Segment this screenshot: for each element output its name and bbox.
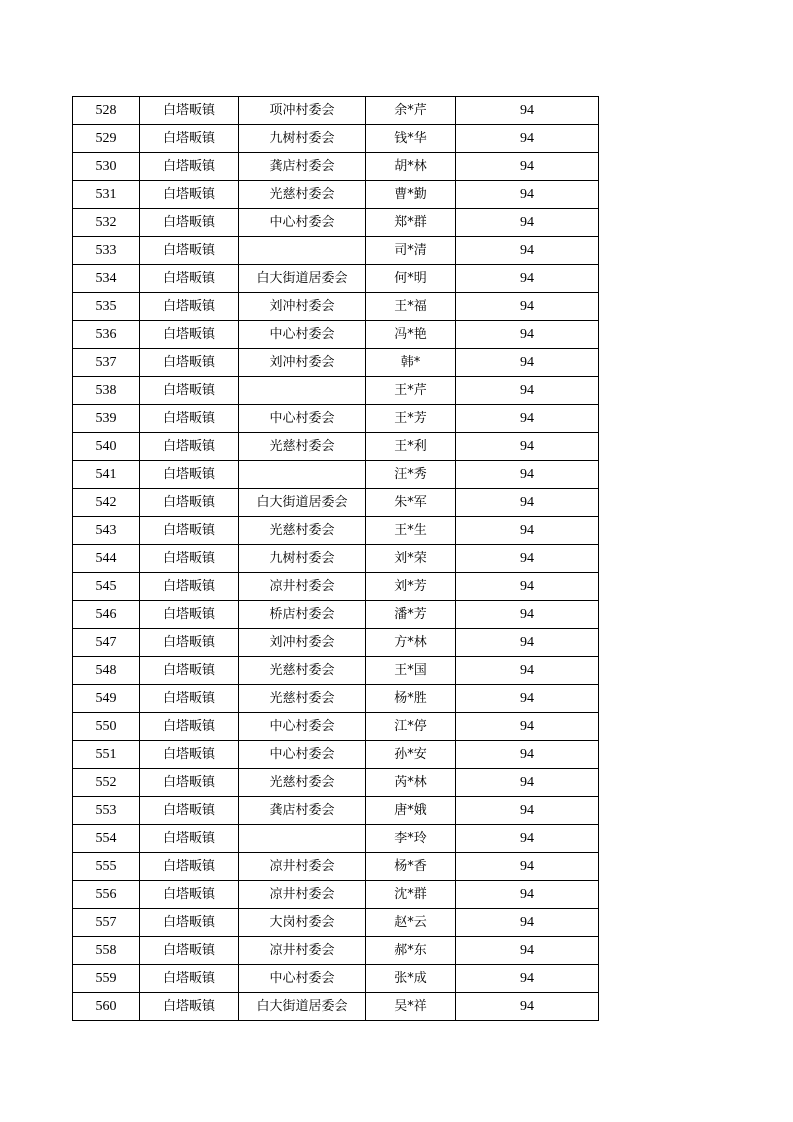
cell-score: 94: [456, 657, 599, 685]
cell-number: 558: [73, 937, 140, 965]
cell-community: [239, 461, 366, 489]
cell-score: 94: [456, 797, 599, 825]
cell-name: 李*玲: [366, 825, 456, 853]
cell-number: 544: [73, 545, 140, 573]
table-row: [73, 489, 599, 517]
cell-number: 556: [73, 881, 140, 909]
cell-community: 白大街道居委会: [239, 489, 366, 517]
table-body: [73, 97, 599, 1021]
cell-town: 白塔畈镇: [140, 209, 239, 237]
cell-number: 560: [73, 993, 140, 1021]
cell-community: 九树村委会: [239, 125, 366, 153]
cell-number: 535: [73, 293, 140, 321]
cell-score: 94: [456, 629, 599, 657]
cell-town: 白塔畈镇: [140, 265, 239, 293]
cell-score: 94: [456, 181, 599, 209]
cell-number: 545: [73, 573, 140, 601]
cell-number: 542: [73, 489, 140, 517]
table-row: [73, 349, 599, 377]
table-row: [73, 629, 599, 657]
cell-community: 中心村委会: [239, 209, 366, 237]
cell-town: 白塔畈镇: [140, 321, 239, 349]
table-row: [73, 993, 599, 1021]
cell-name: 司*清: [366, 237, 456, 265]
cell-town: 白塔畈镇: [140, 573, 239, 601]
cell-town: 白塔畈镇: [140, 741, 239, 769]
cell-score: 94: [456, 293, 599, 321]
cell-town: 白塔畈镇: [140, 405, 239, 433]
table-row: [73, 377, 599, 405]
cell-town: 白塔畈镇: [140, 489, 239, 517]
cell-community: 大岗村委会: [239, 909, 366, 937]
cell-community: 中心村委会: [239, 713, 366, 741]
table-row: [73, 405, 599, 433]
cell-community: 光慈村委会: [239, 517, 366, 545]
cell-score: 94: [456, 993, 599, 1021]
cell-score: 94: [456, 461, 599, 489]
cell-community: 凉井村委会: [239, 937, 366, 965]
cell-community: 龚店村委会: [239, 797, 366, 825]
table-row: [73, 685, 599, 713]
cell-name: 张*成: [366, 965, 456, 993]
cell-town: 白塔畈镇: [140, 797, 239, 825]
table-row: [73, 909, 599, 937]
table-row: [73, 573, 599, 601]
cell-score: 94: [456, 965, 599, 993]
cell-town: 白塔畈镇: [140, 965, 239, 993]
table-row: [73, 293, 599, 321]
cell-community: 刘冲村委会: [239, 629, 366, 657]
cell-name: 王*国: [366, 657, 456, 685]
cell-number: 551: [73, 741, 140, 769]
cell-name: 芮*林: [366, 769, 456, 797]
cell-number: 539: [73, 405, 140, 433]
cell-community: 光慈村委会: [239, 769, 366, 797]
cell-town: 白塔畈镇: [140, 881, 239, 909]
cell-name: 韩*: [366, 349, 456, 377]
cell-number: 533: [73, 237, 140, 265]
cell-name: 杨*胜: [366, 685, 456, 713]
cell-number: 537: [73, 349, 140, 377]
table-row: [73, 825, 599, 853]
cell-community: 中心村委会: [239, 965, 366, 993]
cell-community: 刘冲村委会: [239, 293, 366, 321]
cell-score: 94: [456, 713, 599, 741]
table-row: [73, 881, 599, 909]
cell-score: 94: [456, 853, 599, 881]
table-row: [73, 97, 599, 125]
cell-score: 94: [456, 125, 599, 153]
cell-town: 白塔畈镇: [140, 629, 239, 657]
cell-name: 朱*军: [366, 489, 456, 517]
cell-number: 541: [73, 461, 140, 489]
cell-town: 白塔畈镇: [140, 153, 239, 181]
cell-name: 方*林: [366, 629, 456, 657]
cell-number: 559: [73, 965, 140, 993]
cell-number: 549: [73, 685, 140, 713]
cell-town: 白塔畈镇: [140, 377, 239, 405]
cell-score: 94: [456, 881, 599, 909]
table-row: [73, 265, 599, 293]
cell-number: 557: [73, 909, 140, 937]
cell-town: 白塔畈镇: [140, 853, 239, 881]
cell-town: 白塔畈镇: [140, 293, 239, 321]
table-row: [73, 153, 599, 181]
table-row: [73, 461, 599, 489]
cell-community: 白大街道居委会: [239, 993, 366, 1021]
cell-town: 白塔畈镇: [140, 937, 239, 965]
cell-town: 白塔畈镇: [140, 349, 239, 377]
cell-town: 白塔畈镇: [140, 993, 239, 1021]
cell-score: 94: [456, 741, 599, 769]
cell-town: 白塔畈镇: [140, 181, 239, 209]
cell-town: 白塔畈镇: [140, 125, 239, 153]
cell-town: 白塔畈镇: [140, 685, 239, 713]
cell-score: 94: [456, 489, 599, 517]
cell-score: 94: [456, 265, 599, 293]
cell-number: 547: [73, 629, 140, 657]
cell-town: 白塔畈镇: [140, 769, 239, 797]
cell-score: 94: [456, 209, 599, 237]
cell-number: 536: [73, 321, 140, 349]
cell-community: 凉井村委会: [239, 881, 366, 909]
cell-number: 550: [73, 713, 140, 741]
data-table: [72, 96, 599, 1021]
cell-score: 94: [456, 433, 599, 461]
cell-community: 项冲村委会: [239, 97, 366, 125]
cell-name: 王*生: [366, 517, 456, 545]
cell-town: 白塔畈镇: [140, 433, 239, 461]
cell-number: 548: [73, 657, 140, 685]
cell-score: 94: [456, 405, 599, 433]
cell-name: 冯*艳: [366, 321, 456, 349]
cell-town: 白塔畈镇: [140, 545, 239, 573]
table-row: [73, 433, 599, 461]
table-row: [73, 797, 599, 825]
table-row: [73, 545, 599, 573]
cell-community: 中心村委会: [239, 405, 366, 433]
cell-town: 白塔畈镇: [140, 657, 239, 685]
table-row: [73, 321, 599, 349]
cell-score: 94: [456, 349, 599, 377]
cell-score: 94: [456, 97, 599, 125]
cell-score: 94: [456, 377, 599, 405]
cell-community: [239, 237, 366, 265]
table-row: [73, 741, 599, 769]
cell-number: 552: [73, 769, 140, 797]
cell-community: 刘冲村委会: [239, 349, 366, 377]
cell-number: 530: [73, 153, 140, 181]
cell-town: 白塔畈镇: [140, 825, 239, 853]
cell-number: 528: [73, 97, 140, 125]
cell-town: 白塔畈镇: [140, 909, 239, 937]
table-row: [73, 713, 599, 741]
cell-score: 94: [456, 909, 599, 937]
cell-number: 538: [73, 377, 140, 405]
cell-score: 94: [456, 685, 599, 713]
table-row: [73, 937, 599, 965]
cell-name: 孙*安: [366, 741, 456, 769]
cell-community: 光慈村委会: [239, 685, 366, 713]
table-row: [73, 237, 599, 265]
table-row: [73, 125, 599, 153]
cell-name: 王*芹: [366, 377, 456, 405]
cell-name: 杨*香: [366, 853, 456, 881]
cell-number: 543: [73, 517, 140, 545]
cell-number: 534: [73, 265, 140, 293]
cell-community: 桥店村委会: [239, 601, 366, 629]
table-row: [73, 769, 599, 797]
cell-town: 白塔畈镇: [140, 461, 239, 489]
cell-name: 胡*林: [366, 153, 456, 181]
cell-number: 555: [73, 853, 140, 881]
cell-community: 光慈村委会: [239, 657, 366, 685]
cell-number: 531: [73, 181, 140, 209]
cell-community: 九树村委会: [239, 545, 366, 573]
table-row: [73, 601, 599, 629]
cell-score: 94: [456, 517, 599, 545]
cell-name: 沈*群: [366, 881, 456, 909]
cell-score: 94: [456, 601, 599, 629]
cell-community: 光慈村委会: [239, 433, 366, 461]
table-row: [73, 517, 599, 545]
cell-town: 白塔畈镇: [140, 517, 239, 545]
cell-community: 中心村委会: [239, 741, 366, 769]
cell-name: 刘*芳: [366, 573, 456, 601]
cell-name: 郝*东: [366, 937, 456, 965]
cell-community: 凉井村委会: [239, 573, 366, 601]
cell-community: 中心村委会: [239, 321, 366, 349]
cell-score: 94: [456, 937, 599, 965]
table-row: [73, 209, 599, 237]
cell-score: 94: [456, 237, 599, 265]
cell-town: 白塔畈镇: [140, 601, 239, 629]
cell-name: 王*芳: [366, 405, 456, 433]
cell-name: 潘*芳: [366, 601, 456, 629]
cell-number: 553: [73, 797, 140, 825]
cell-score: 94: [456, 769, 599, 797]
cell-name: 余*芹: [366, 97, 456, 125]
table-row: [73, 657, 599, 685]
cell-number: 529: [73, 125, 140, 153]
cell-number: 540: [73, 433, 140, 461]
cell-name: 吴*祥: [366, 993, 456, 1021]
cell-score: 94: [456, 545, 599, 573]
cell-name: 王*利: [366, 433, 456, 461]
cell-name: 汪*秀: [366, 461, 456, 489]
cell-name: 郑*群: [366, 209, 456, 237]
cell-town: 白塔畈镇: [140, 713, 239, 741]
table-row: [73, 965, 599, 993]
cell-name: 江*停: [366, 713, 456, 741]
cell-name: 赵*云: [366, 909, 456, 937]
cell-number: 532: [73, 209, 140, 237]
cell-community: 白大街道居委会: [239, 265, 366, 293]
cell-community: 龚店村委会: [239, 153, 366, 181]
table-row: [73, 181, 599, 209]
table-row: [73, 853, 599, 881]
cell-name: 刘*荣: [366, 545, 456, 573]
cell-community: [239, 377, 366, 405]
cell-score: 94: [456, 573, 599, 601]
cell-town: 白塔畈镇: [140, 237, 239, 265]
cell-name: 何*明: [366, 265, 456, 293]
cell-name: 唐*娥: [366, 797, 456, 825]
cell-score: 94: [456, 321, 599, 349]
cell-number: 554: [73, 825, 140, 853]
cell-name: 王*福: [366, 293, 456, 321]
cell-number: 546: [73, 601, 140, 629]
cell-community: 凉井村委会: [239, 853, 366, 881]
cell-score: 94: [456, 153, 599, 181]
cell-name: 曹*勤: [366, 181, 456, 209]
cell-community: 光慈村委会: [239, 181, 366, 209]
cell-score: 94: [456, 825, 599, 853]
cell-name: 钱*华: [366, 125, 456, 153]
cell-town: 白塔畈镇: [140, 97, 239, 125]
cell-community: [239, 825, 366, 853]
